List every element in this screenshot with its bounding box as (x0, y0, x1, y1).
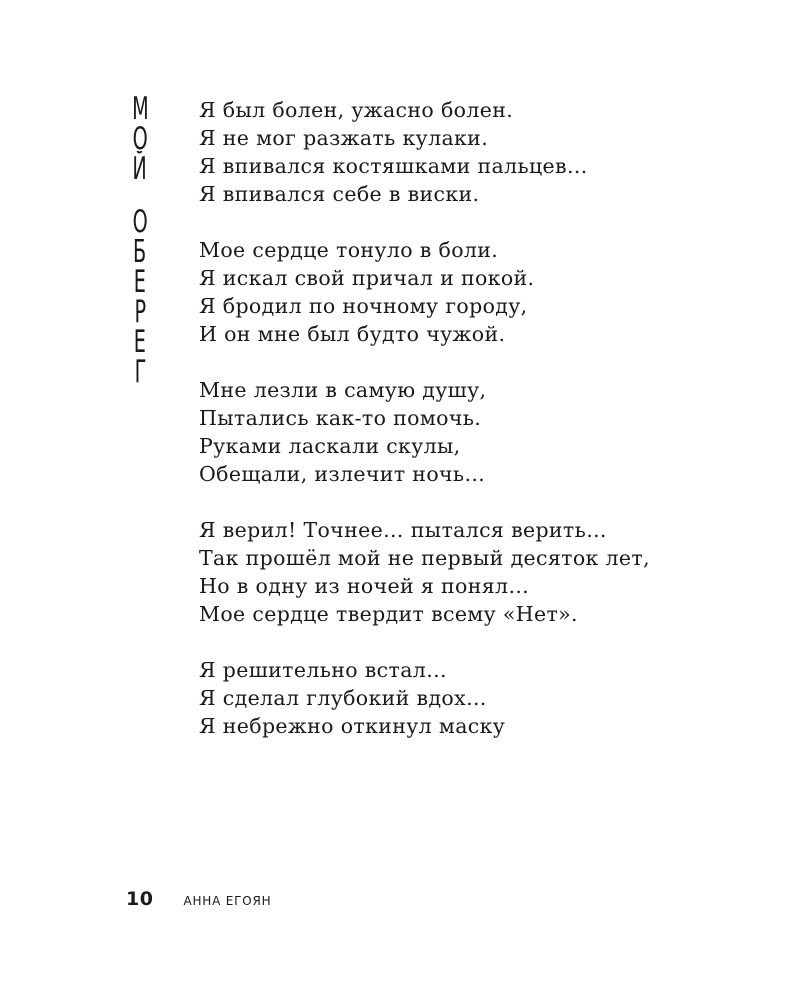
title-letter: О (132, 121, 148, 157)
poem-line: Я впивался костяшками пальцев… (199, 154, 588, 178)
page-number: 10 (126, 888, 154, 910)
poem-line: Мне лезли в самую душу, (199, 378, 487, 402)
poem-line: Я верил! Точнее… пытался верить… (199, 518, 607, 542)
stanza (199, 236, 759, 348)
poem-line: Пытались как-то помочь. (199, 406, 482, 430)
poem-line: И он мне был будто чужой. (199, 322, 506, 346)
title-letter: Г (134, 354, 146, 390)
poem-line: Я бродил по ночному городу, (199, 294, 528, 318)
poem-line: Я был болен, ужасно болен. (199, 98, 514, 122)
poem-line: Я сделал глубокий вдох… (199, 686, 487, 710)
poem-line: Так прошёл мой не первый десяток лет, (199, 546, 650, 570)
page-footer (126, 888, 271, 910)
title-word-1 (127, 91, 154, 187)
stanza (199, 376, 759, 488)
title-letter: Е (133, 324, 147, 360)
poem-line: Я искал свой причал и покой. (199, 266, 535, 290)
author-name: АННА ЕГОЯН (183, 894, 272, 908)
title-word-2 (128, 204, 152, 390)
poem-line: Мое сердце твердит всему «Нет». (199, 602, 578, 626)
stanza (199, 516, 759, 628)
title-letter: Е (133, 264, 147, 300)
poem-line: Я впивался себе в виски. (199, 182, 480, 206)
poem-line: Я решительно встал… (199, 658, 447, 682)
poem-text (199, 96, 759, 768)
title-letter: Б (133, 234, 147, 270)
poem-line: Обещали, излечит ночь… (199, 462, 486, 486)
title-letter: М (131, 91, 149, 127)
title-letter: Й (132, 151, 148, 187)
title-letter: Р (134, 294, 146, 330)
title-letter: О (132, 204, 148, 240)
poem-line: Я не мог разжать кулаки. (199, 126, 489, 150)
stanza (199, 96, 759, 208)
poem-line: Но в одну из ночей я понял… (199, 574, 530, 598)
poem-line: Я небрежно откинул маску (199, 714, 506, 738)
poem-line: Руками ласкали скулы, (199, 434, 461, 458)
poem-line: Мое сердце тонуло в боли. (199, 238, 499, 262)
vertical-title (126, 91, 154, 390)
stanza (199, 656, 759, 740)
